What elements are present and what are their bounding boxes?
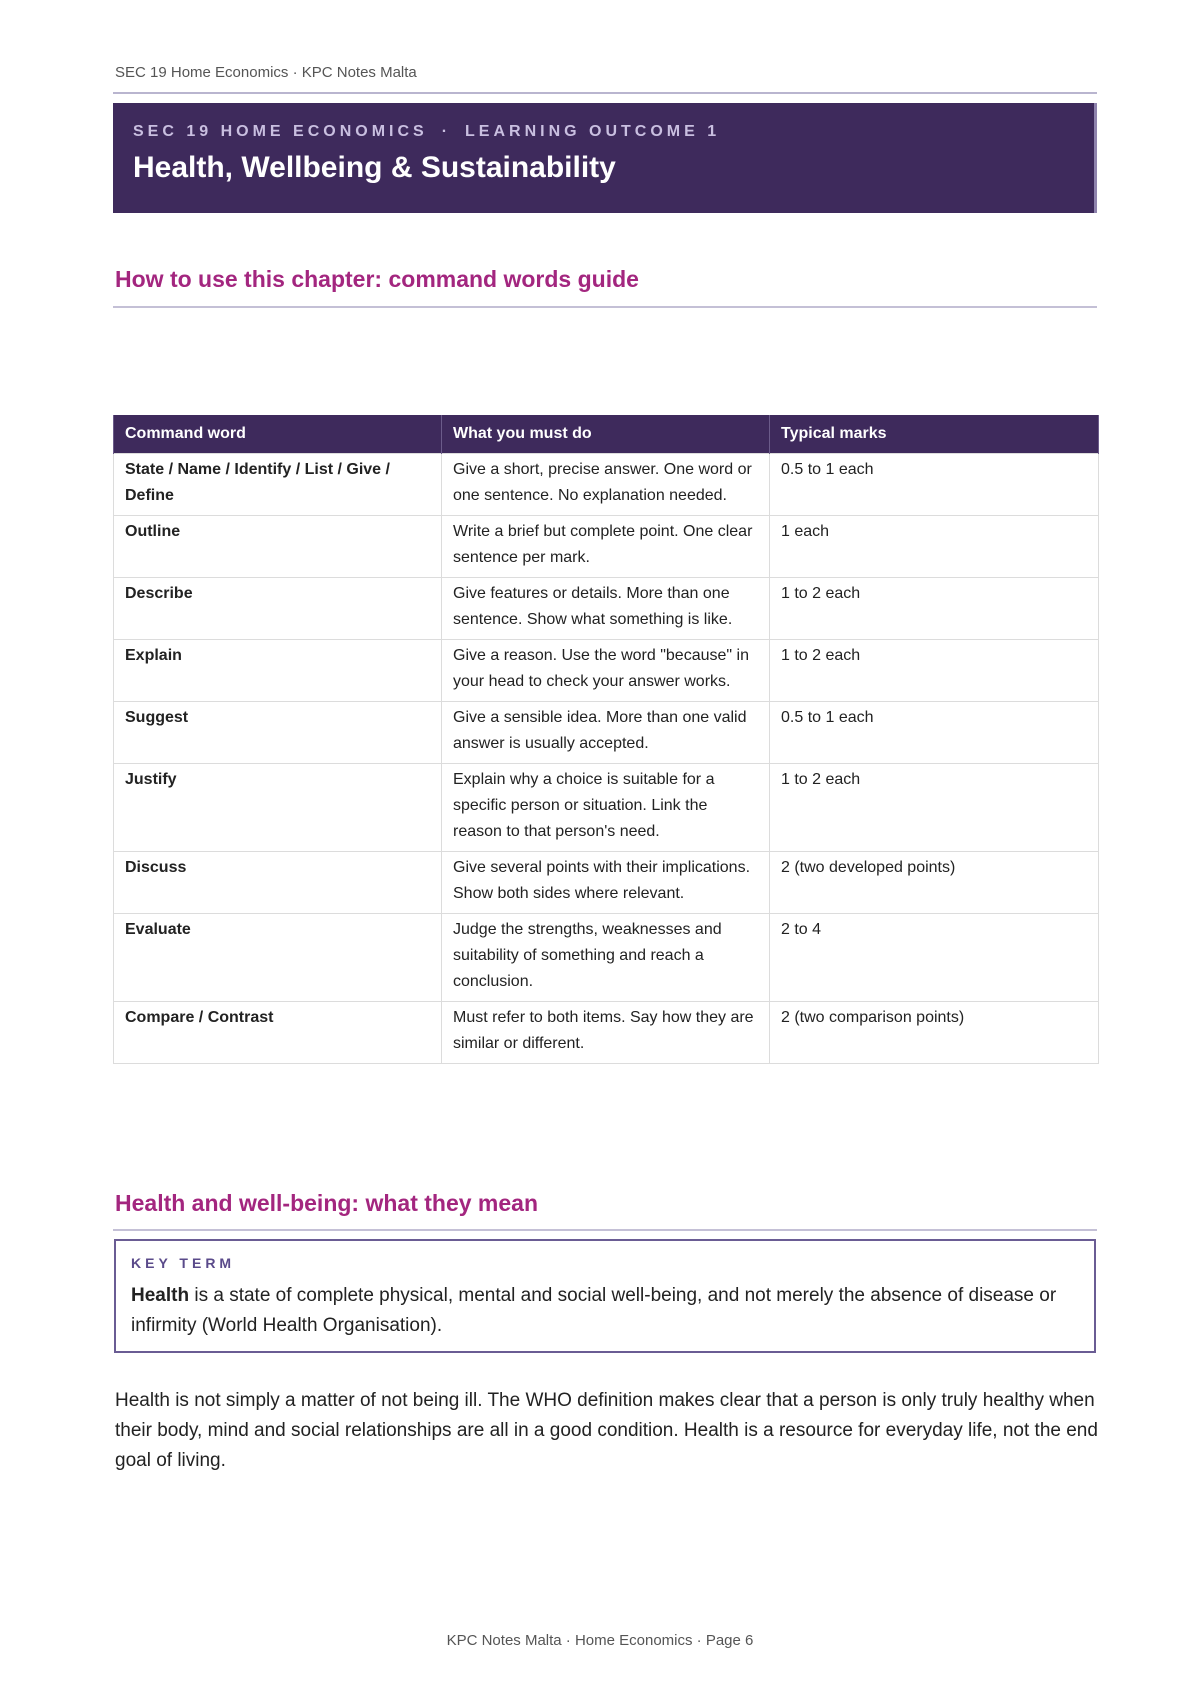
chapter-title: Health, Wellbeing & Sustainability <box>133 151 616 184</box>
what-you-must-do-cell: Give a reason. Use the word "because" in your head to check your answer works. <box>442 639 770 701</box>
table-row <box>114 515 1099 577</box>
section-heading-health-wellbeing: Health and well-being: what they mean <box>115 1190 539 1216</box>
key-term-label: KEY TERM <box>131 1255 236 1271</box>
section-rule-health-wellbeing <box>113 1229 1097 1231</box>
column-header-command-word: Command word <box>114 415 442 453</box>
page-footer: KPC Notes Malta · Home Economics · Page 6 <box>446 1632 754 1649</box>
what-you-must-do-cell: Give a short, precise answer. One word or one sentence. No explanation needed. <box>442 453 770 515</box>
banner-kicker-subject: SEC 19 HOME ECONOMICS <box>133 123 428 140</box>
what-you-must-do-cell: Give features or details. More than one sentence. Show what something is like. <box>442 577 770 639</box>
what-you-must-do-cell: Judge the strengths, weaknesses and suitability of something and reach a conclusion. <box>442 913 770 1001</box>
typical-marks-cell: 1 to 2 each <box>770 763 1099 851</box>
typical-marks-cell: 1 to 2 each <box>770 639 1099 701</box>
running-head-rule <box>113 92 1097 94</box>
command-word-cell: Describe <box>114 577 442 639</box>
running-head: SEC 19 Home Economics · KPC Notes Malta <box>115 64 417 81</box>
what-you-must-do-cell: Write a brief but complete point. One clear sentence per mark. <box>442 515 770 577</box>
command-word-cell: Outline <box>114 515 442 577</box>
command-words-table <box>113 415 1099 1064</box>
command-word-cell: State / Name / Identify / List / Give / Define <box>114 453 442 515</box>
typical-marks-cell: 0.5 to 1 each <box>770 701 1099 763</box>
chapter-banner <box>113 103 1097 213</box>
typical-marks-cell: 2 (two developed points) <box>770 851 1099 913</box>
what-you-must-do-cell: Must refer to both items. Say how they are similar or different. <box>442 1001 770 1063</box>
table-row <box>114 701 1099 763</box>
key-term-definition-text: is a state of complete physical, mental and social well-being, and not merely the absence of disease or infirmity (World Health Organisation). <box>131 1285 1057 1336</box>
typical-marks-cell: 1 each <box>770 515 1099 577</box>
table-row <box>114 851 1099 913</box>
column-header-what-you-must-do: What you must do <box>442 415 770 453</box>
key-term-definition <box>131 1281 1076 1341</box>
section-rule-command-words <box>113 306 1097 308</box>
typical-marks-cell: 1 to 2 each <box>770 577 1099 639</box>
table-row <box>114 577 1099 639</box>
key-term-box <box>114 1239 1096 1353</box>
table-row <box>114 913 1099 1001</box>
what-you-must-do-cell: Explain why a choice is suitable for a specific person or situation. Link the reason to that person's need. <box>442 763 770 851</box>
typical-marks-cell: 2 (two comparison points) <box>770 1001 1099 1063</box>
typical-marks-cell: 0.5 to 1 each <box>770 453 1099 515</box>
what-you-must-do-cell: Give a sensible idea. More than one valid answer is usually accepted. <box>442 701 770 763</box>
typical-marks-cell: 2 to 4 <box>770 913 1099 1001</box>
table-row <box>114 453 1099 515</box>
key-term-word: Health <box>131 1285 190 1306</box>
command-word-cell: Discuss <box>114 851 442 913</box>
command-word-cell: Suggest <box>114 701 442 763</box>
what-you-must-do-cell: Give several points with their implications. Show both sides where relevant. <box>442 851 770 913</box>
table-header-row <box>114 415 1099 453</box>
column-header-typical-marks: Typical marks <box>770 415 1099 453</box>
command-word-cell: Compare / Contrast <box>114 1001 442 1063</box>
command-word-cell: Explain <box>114 639 442 701</box>
banner-kicker <box>133 123 720 141</box>
command-word-cell: Justify <box>114 763 442 851</box>
body-paragraph: Health is not simply a matter of not being ill. The WHO definition makes clear that a person is only truly healthy when their body, mind and social relationships are all in a good condition. Health is a resource for everyday life, not the end goal of living. <box>115 1390 1098 1471</box>
table-row <box>114 763 1099 851</box>
banner-kicker-separator: · <box>441 123 452 140</box>
section-heading-command-words: How to use this chapter: command words guide <box>115 266 639 292</box>
command-word-cell: Evaluate <box>114 913 442 1001</box>
table-row <box>114 639 1099 701</box>
table-row <box>114 1001 1099 1063</box>
banner-kicker-outcome: LEARNING OUTCOME 1 <box>465 123 721 140</box>
